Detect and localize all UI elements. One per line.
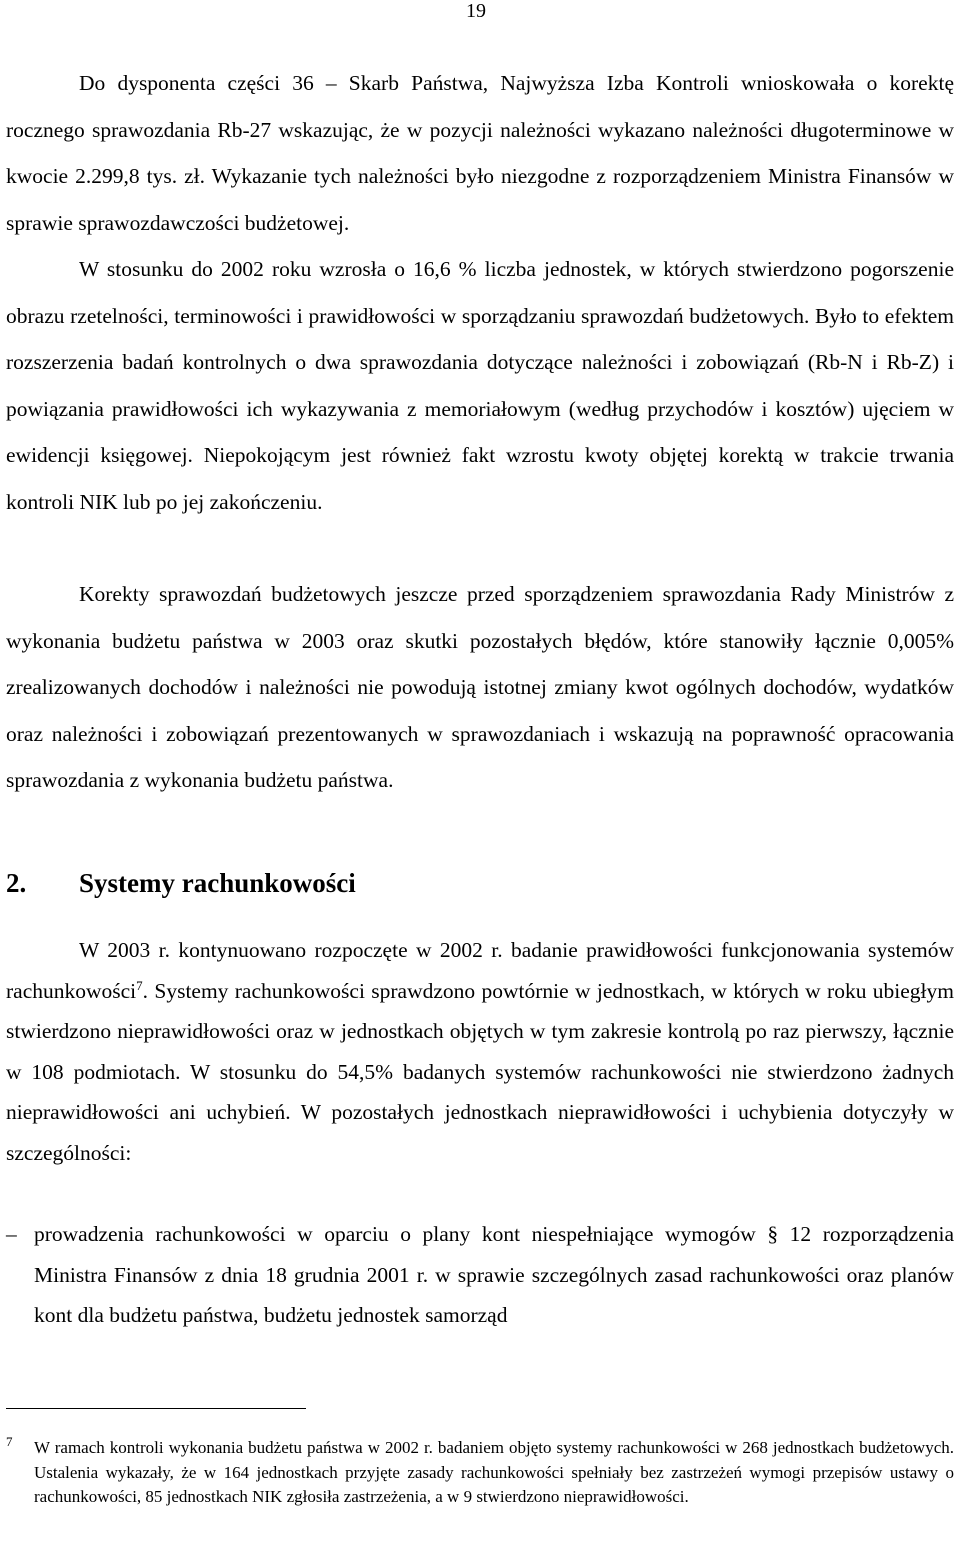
paragraph-systemy-text-b: . Systemy rachunkowości sprawdzono powtórnie w jednostkach, w których w roku ubiegłym stwierdzono nieprawidłowości oraz w jednostkach objętych w tym zakresie kontrolą po raz pierwszy, łącznie w 108 podmiotach. W stosunku do 54,5% badanych systemów rachunkowości nie stwierdzono żadnych nieprawidłowości ani uchybień. W pozostałych jednostkach nieprawidłowości i uchybienia dotyczyły w szczególności: <box>6 978 954 1165</box>
footnote-divider <box>6 1408 306 1409</box>
list-item-text: prowadzenia rachunkowości w oparciu o plany kont niespełniające wymogów § 12 rozporządzenia Ministra Finansów z dnia 18 grudnia 2001 r. w sprawie szczególnych zasad rachunkowości oraz planów kont dla budżetu państwa, budżetu jednostek samorząd <box>34 1222 954 1327</box>
footnote-text: W ramach kontroli wykonania budżetu państwa w 2002 r. badaniem objęto systemy rachunkowości w 268 jednostkach budżetowych. Ustalenia wykazały, że w 164 jednostkach przyjęte zasady rachunkowości spełniały bez zastrzeżeń wymogi przepisów ustawy o rachunkowości, 85 jednostkach NIK zgłosiła zastrzeżenia, a w 9 stwierdzono nieprawidłowości. <box>34 1438 954 1506</box>
paragraph-systemy <box>6 930 954 1173</box>
paragraph-systemy-text-a: W 2003 r. kontynuowano rozpoczęte w 2002 r. badanie prawidłowości funkcjonowania systemów rachunkowości <box>6 938 954 1003</box>
paragraph-dysponent: Do dysponenta części 36 – Skarb Państwa, Najwyższa Izba Kontroli wnioskowała o korektę rocznego sprawozdania Rb-27 wskazując, że w pozycji należności wykazano należności długoterminowe w kwocie 2.299,8 tys. zł. Wykazanie tych należności było niezgodne z rozporządzeniem Ministra Finansów w sprawie sprawozdawczości budżetowej. <box>6 71 954 235</box>
footnote <box>6 1436 954 1510</box>
page-number: 19 <box>466 0 486 22</box>
footnote-reference: 7 <box>136 977 143 993</box>
section-number: 2. <box>6 868 27 898</box>
paragraph-korekty: Korekty sprawozdań budżetowych jeszcze przed sporządzeniem sprawozdania Rady Ministrów z wykonania budżetu państwa w 2003 oraz skutki pozostałych błędów, które stanowiły łącznie 0,005% zrealizowanych dochodów i należności nie powodują istotnej zmiany kwot ogólnych dochodów, wydatków oraz należności i zobowiązań prezentowanych w sprawozdaniach i wskazują na poprawność opracowania sprawozdania z wykonania budżetu państwa. <box>6 582 954 792</box>
footnote-mark: 7 <box>6 1434 13 1449</box>
paragraph-stosunek-2002: W stosunku do 2002 roku wzrosła o 16,6 % liczba jednostek, w których stwierdzono pogorszenie obrazu rzetelności, terminowości i prawidłowości w sporządzaniu sprawozdań budżetowych. Było to efektem rozszerzenia badań kontrolnych o dwa sprawozdania dotyczące należności i zobowiązań (Rb-N i Rb-Z) i powiązania prawidłowości ich wykazywania z memoriałowym (według przychodów i kosztów) ujęciem w ewidencji księgowej. Niepokojącym jest również fakt wzrostu kwoty objętej korektą w trakcie trwania kontroli NIK lub po jej zakończeniu. <box>6 257 954 514</box>
section-heading <box>6 868 356 899</box>
bullet-dash: – <box>6 1222 17 1246</box>
list-item <box>6 1214 954 1336</box>
section-title: Systemy rachunkowości <box>79 868 356 898</box>
